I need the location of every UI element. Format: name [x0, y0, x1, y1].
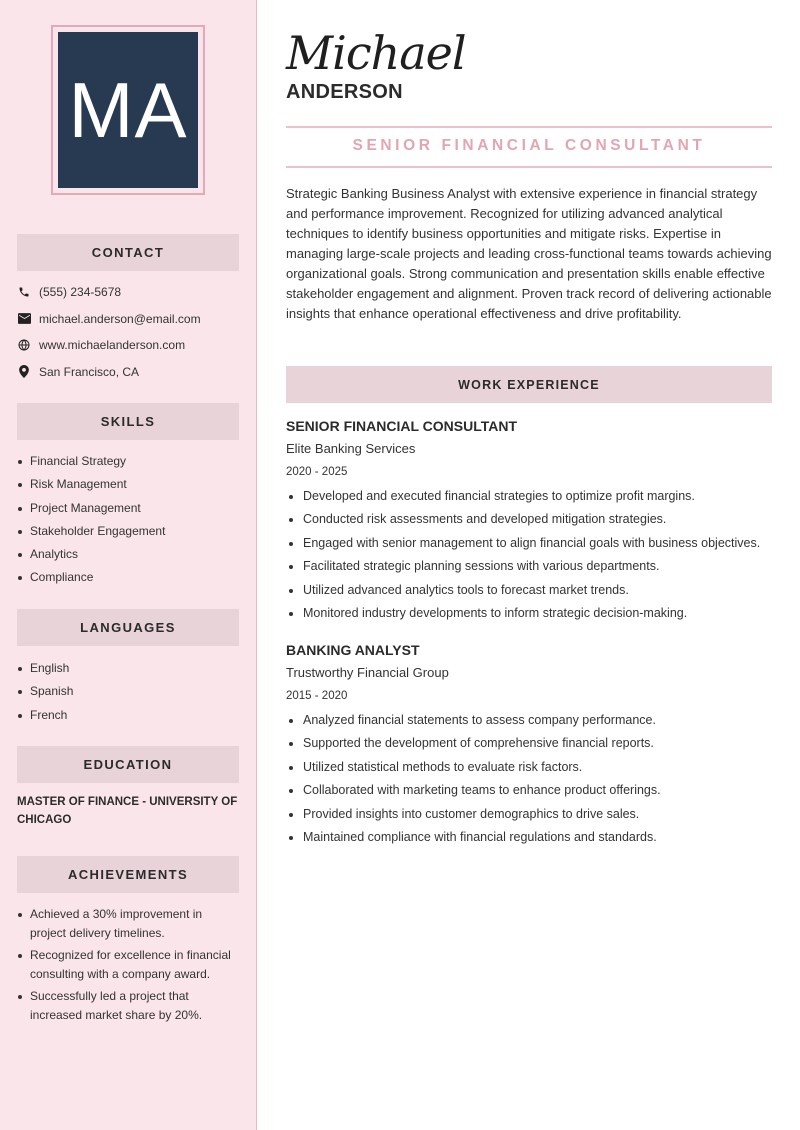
job-title: BANKING ANALYST	[286, 642, 420, 658]
role-top-divider	[286, 126, 772, 128]
job-bullet: Supported the development of comprehensive financial reports.	[286, 732, 776, 755]
job-bullet: Facilitated strategic planning sessions with various departments.	[286, 555, 776, 578]
contact-list	[17, 279, 245, 385]
education-entry: MASTER OF FINANCE - UNIVERSITY OF CHICAGO	[17, 796, 238, 826]
skill-item: Risk Management	[17, 473, 241, 496]
achievements-heading: ACHIEVEMENTS	[17, 856, 239, 893]
language-item: Spanish	[17, 680, 241, 703]
job-entry	[286, 639, 776, 849]
contact-item-location	[17, 359, 245, 386]
job-bullet: Provided insights into customer demographics to drive sales.	[286, 803, 776, 826]
location-pin-icon	[17, 365, 31, 379]
contact-item-website	[17, 332, 245, 359]
job-company: Elite Banking Services	[286, 441, 416, 456]
education-heading: EDUCATION	[17, 746, 239, 783]
work-experience-heading: WORK EXPERIENCE	[286, 366, 772, 403]
job-bullet: Collaborated with marketing teams to enhance product offerings.	[286, 779, 776, 802]
skill-item: Compliance	[17, 566, 241, 589]
phone-icon	[17, 285, 31, 299]
mail-icon	[17, 312, 31, 326]
job-entry	[286, 415, 776, 625]
last-name: ANDERSON	[286, 81, 403, 103]
role-bottom-divider	[286, 166, 772, 168]
summary: Strategic Banking Business Analyst with extensive experience in financial strategy and performance improvement. Recognized for utilizing advanced analytical techniques to identify business opportunities and mitigate risks. Expertise in managing large-scale projects and leading cross-functional teams towards achieving organizational goals. Strong communication and presentation skills enable effective stakeholder engagement and alignment. Proven track record of delivering actionable insights that enhance operational effectiveness and drive profitability.	[286, 186, 772, 321]
job-bullet: Developed and executed financial strategies to optimize profit margins.	[286, 485, 776, 508]
contact-website[interactable]: www.michaelanderson.com	[39, 338, 186, 353]
job-dates: 2020 - 2025	[286, 466, 348, 478]
job-bullet: Utilized statistical methods to evaluate risk factors.	[286, 756, 776, 779]
job-bullet: Analyzed financial statements to assess company performance.	[286, 709, 776, 732]
role-title: SENIOR FINANCIAL CONSULTANT	[352, 137, 706, 154]
skill-item: Project Management	[17, 497, 241, 520]
globe-icon	[17, 338, 31, 352]
sidebar	[0, 0, 257, 1130]
language-item: English	[17, 657, 241, 680]
languages-list	[17, 657, 241, 727]
skills-heading: SKILLS	[17, 403, 239, 440]
achievements-list	[17, 905, 241, 1028]
achievement-item: Achieved a 30% improvement in project delivery timelines.	[17, 905, 241, 942]
contact-item-phone	[17, 279, 245, 306]
monogram-frame	[51, 25, 205, 195]
contact-heading: CONTACT	[17, 234, 239, 271]
job-bullet: Maintained compliance with financial regulations and standards.	[286, 826, 776, 849]
skill-item: Analytics	[17, 543, 241, 566]
job-bullets	[286, 709, 776, 849]
job-company: Trustworthy Financial Group	[286, 665, 449, 680]
skills-list	[17, 450, 241, 590]
job-bullet: Conducted risk assessments and developed mitigation strategies.	[286, 508, 776, 531]
job-bullet: Utilized advanced analytics tools to forecast market trends.	[286, 579, 776, 602]
contact-email[interactable]: michael.anderson@email.com	[39, 311, 201, 326]
achievement-item: Successfully led a project that increased market share by 20%.	[17, 987, 241, 1024]
contact-phone[interactable]: (555) 234-5678	[39, 285, 122, 300]
skill-item: Financial Strategy	[17, 450, 241, 473]
monogram: MA	[58, 32, 198, 188]
job-bullet: Monitored industry developments to inform strategic decision-making.	[286, 602, 776, 625]
job-title: SENIOR FINANCIAL CONSULTANT	[286, 418, 517, 434]
language-item: French	[17, 704, 241, 727]
skill-item: Stakeholder Engagement	[17, 520, 241, 543]
achievement-item: Recognized for excellence in financial consulting with a company award.	[17, 946, 241, 983]
languages-heading: LANGUAGES	[17, 609, 239, 646]
job-bullets	[286, 485, 776, 625]
job-bullet: Engaged with senior management to align financial goals with business objectives.	[286, 532, 776, 555]
job-dates: 2015 - 2020	[286, 690, 348, 702]
contact-location: San Francisco, CA	[39, 364, 140, 379]
contact-item-email	[17, 306, 245, 333]
first-name: Michael	[286, 26, 466, 80]
